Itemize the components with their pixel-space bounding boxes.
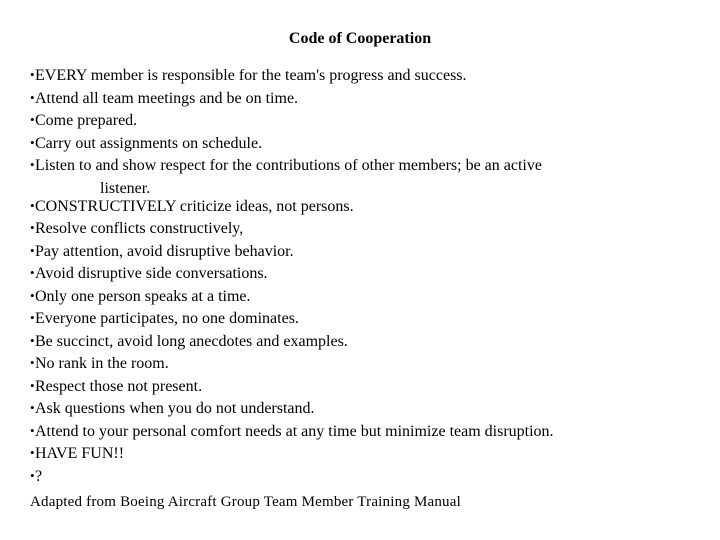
- bullet-icon: •: [30, 400, 35, 415]
- list-item: [30, 352, 690, 375]
- list-item: [30, 87, 690, 110]
- list-item-text: Carry out assignments on schedule.: [35, 134, 263, 152]
- bullet-icon: •: [30, 377, 35, 393]
- bullet-icon: •: [30, 220, 35, 235]
- bullet-icon: •: [30, 422, 35, 438]
- list-item: [30, 217, 690, 240]
- bullet-icon: •: [30, 157, 35, 172]
- list-item-text: HAVE FUN!!: [35, 445, 125, 462]
- bullet-icon: •: [30, 265, 35, 280]
- list-item-text: Pay attention, avoid disruptive behavior.: [35, 242, 294, 260]
- list-item-text: ?: [35, 467, 43, 485]
- list-item: [30, 240, 690, 263]
- list-item: [30, 154, 690, 195]
- bullet-icon: •: [30, 355, 35, 370]
- bullet-icon: •: [30, 310, 35, 325]
- list-item: [30, 442, 690, 465]
- list-item: [30, 420, 690, 443]
- bullet-icon: •: [30, 467, 35, 483]
- document-title: Code of Cooperation: [288, 30, 432, 47]
- list-item: [30, 109, 690, 132]
- list-item-text: Attend all team meetings and be on time.: [35, 89, 299, 107]
- list-item-text: CONSTRUCTIVELY criticize ideas, not persons.: [35, 197, 354, 215]
- bullet-icon: •: [30, 197, 35, 213]
- bullet-icon: •: [30, 445, 35, 460]
- list-item: [30, 465, 690, 488]
- source-attribution: Adapted from Boeing Aircraft Group Team Member Training Manual: [30, 494, 461, 510]
- bullet-icon: •: [30, 89, 35, 105]
- bullet-icon: •: [30, 112, 35, 127]
- list-item: [30, 285, 690, 308]
- list-item-text: Respect those not present.: [35, 377, 203, 395]
- list-item: [30, 262, 690, 285]
- list-item-text: EVERY member is responsible for the team's progress and success.: [35, 67, 467, 84]
- bullet-icon: •: [30, 242, 35, 258]
- list-item-text: Ask questions when you do not understand.: [35, 400, 315, 417]
- list-item-text: Everyone participates, no one dominates.: [35, 310, 299, 327]
- list-item-text: Avoid disruptive side conversations.: [35, 265, 268, 282]
- list-item: [30, 397, 690, 420]
- list-item-text: Listen to and show respect for the contributions of other members; be an active: [35, 157, 542, 174]
- list-item-text: Resolve conflicts constructively,: [35, 220, 244, 237]
- list-item: [30, 375, 690, 398]
- bullet-icon: •: [30, 332, 35, 348]
- bullet-icon: •: [30, 287, 35, 303]
- list-item: [30, 132, 690, 155]
- bullet-icon: •: [30, 67, 35, 82]
- list-item: [30, 307, 690, 330]
- list-item: [30, 195, 690, 218]
- list-item: [30, 330, 690, 353]
- list-item-text: Be succinct, avoid long anecdotes and examples.: [35, 332, 348, 350]
- list-item-text: Attend to your personal comfort needs at any time but minimize team disruption.: [35, 422, 554, 440]
- list-item-text: Come prepared.: [35, 112, 138, 129]
- bullet-icon: •: [30, 134, 35, 150]
- list-item: [30, 64, 690, 87]
- list-item-text: Only one person speaks at a time.: [35, 287, 251, 305]
- cooperation-rules-list: [30, 64, 690, 487]
- list-item-continuation: listener.: [100, 179, 151, 197]
- list-item-text: No rank in the room.: [35, 355, 169, 372]
